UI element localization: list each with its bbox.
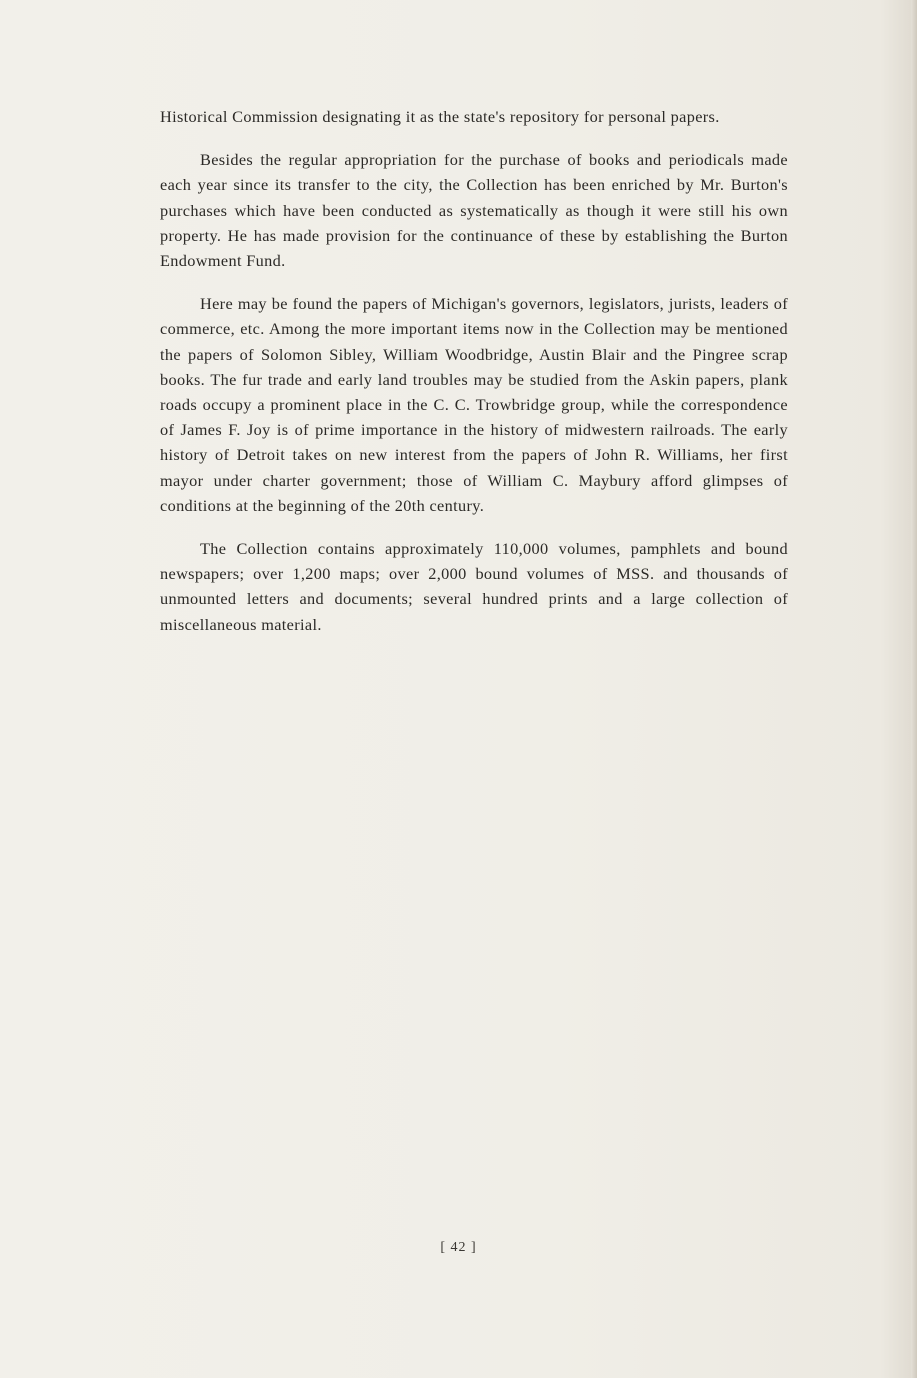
page-number: [ 42 ] (440, 1240, 477, 1255)
body-text (160, 104, 788, 655)
paragraph-3: Here may be found the papers of Michigan's governors, legislators, jurists, leaders of commerce, etc. Among the more important items now in the Collection may be mentioned the papers of Solomon Sibley, William Woodbridge, Austin Blair and the Pingree scrap books. The fur trade and early land troubles may be studied from the Askin papers, plank roads occupy a prominent place in the C. C. Trowbridge group, while the correspondence of James F. Joy is of prime importance in the history of midwestern railroads. The early history of Detroit takes on new interest from the papers of John R. Williams, her first mayor under charter government; those of William C. Maybury afford glimpses of conditions at the beginning of the 20th century. (160, 294, 788, 515)
page-edge (911, 0, 917, 1378)
paragraph-2: Besides the regular appropriation for the purchase of books and periodicals made each year since its transfer to the city, the Collection has been enriched by Mr. Burton's purchases which have been conducted as systematically as though it were still his own property. He has made provision for the continuance of these by establishing the Burton Endowment Fund. (160, 150, 788, 271)
paragraph-1: Historical Commission designating it as the state's repository for personal papers. (160, 107, 720, 126)
paragraph-4: The Collection contains approximately 110,000 volumes, pamphlets and bound newspapers; over 1,200 maps; over 2,000 bound volumes of MSS. and thousands of unmounted letters and documents; several hundred prints and a large collection of miscellaneous material. (160, 539, 788, 634)
